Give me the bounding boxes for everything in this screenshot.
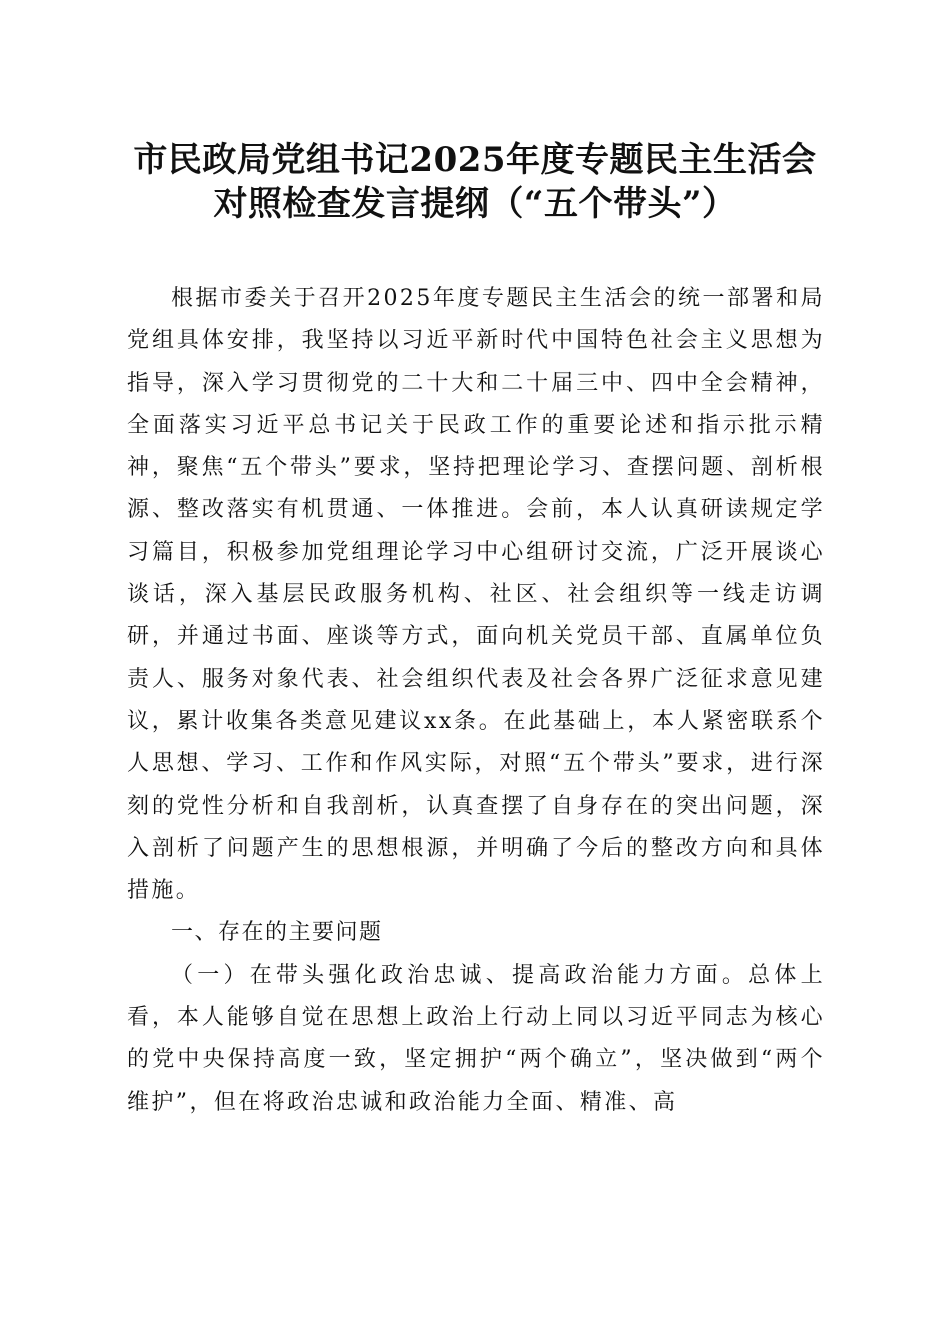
section-heading-problems: 一、存在的主要问题: [171, 920, 383, 946]
document-body: [127, 278, 825, 1124]
intro-paragraph: 根据市委关于召开2025年度专题民主生活会的统一部署和局党组具体安排，我坚持以习近平新时代中国特色社会主义思想为指导，深入学习贯彻党的二十大和二十届三中、四中全会精神，全面落实习近平总书记关于民政工作的重要论述和指示批示精神，聚焦“五个带头”要求，坚持把理论学习、查摆问题、剖析根源、整改落实有机贯通、一体推进。会前，本人认真研读规定学习篇目，积极参加党组理论学习中心组研讨交流，广泛开展谈心谈话，深入基层民政服务机构、社区、社会组织等一线走访调研，并通过书面、座谈等方式，面向机关党员干部、直属单位负责人、服务对象代表、社会组织代表及社会各界广泛征求意见建议，累计收集各类意见建议xx条。在此基础上，本人紧密联系个人思想、学习、工作和作风实际，对照“五个带头”要求，进行深刻的党性分析和自我剖析，认真查摆了自身存在的突出问题，深入剖析了问题产生的思想根源，并明确了今后的整改方向和具体措施。: [127, 286, 825, 904]
title-line-2: 对照检查发言提纲（“五个带头”）: [213, 184, 737, 224]
title-line-1: 市民政局党组书记2025年度专题民主生活会: [133, 140, 817, 180]
document-title: [120, 138, 830, 226]
subsection-paragraph-political-loyalty: （一）在带头强化政治忠诚、提高政治能力方面。总体上看，本人能够自觉在思想上政治上行动上同以习近平同志为核心的党中央保持高度一致，坚定拥护“两个确立”，坚决做到“两个维护”，但在将政治忠诚和政治能力全面、精准、高: [127, 962, 825, 1115]
